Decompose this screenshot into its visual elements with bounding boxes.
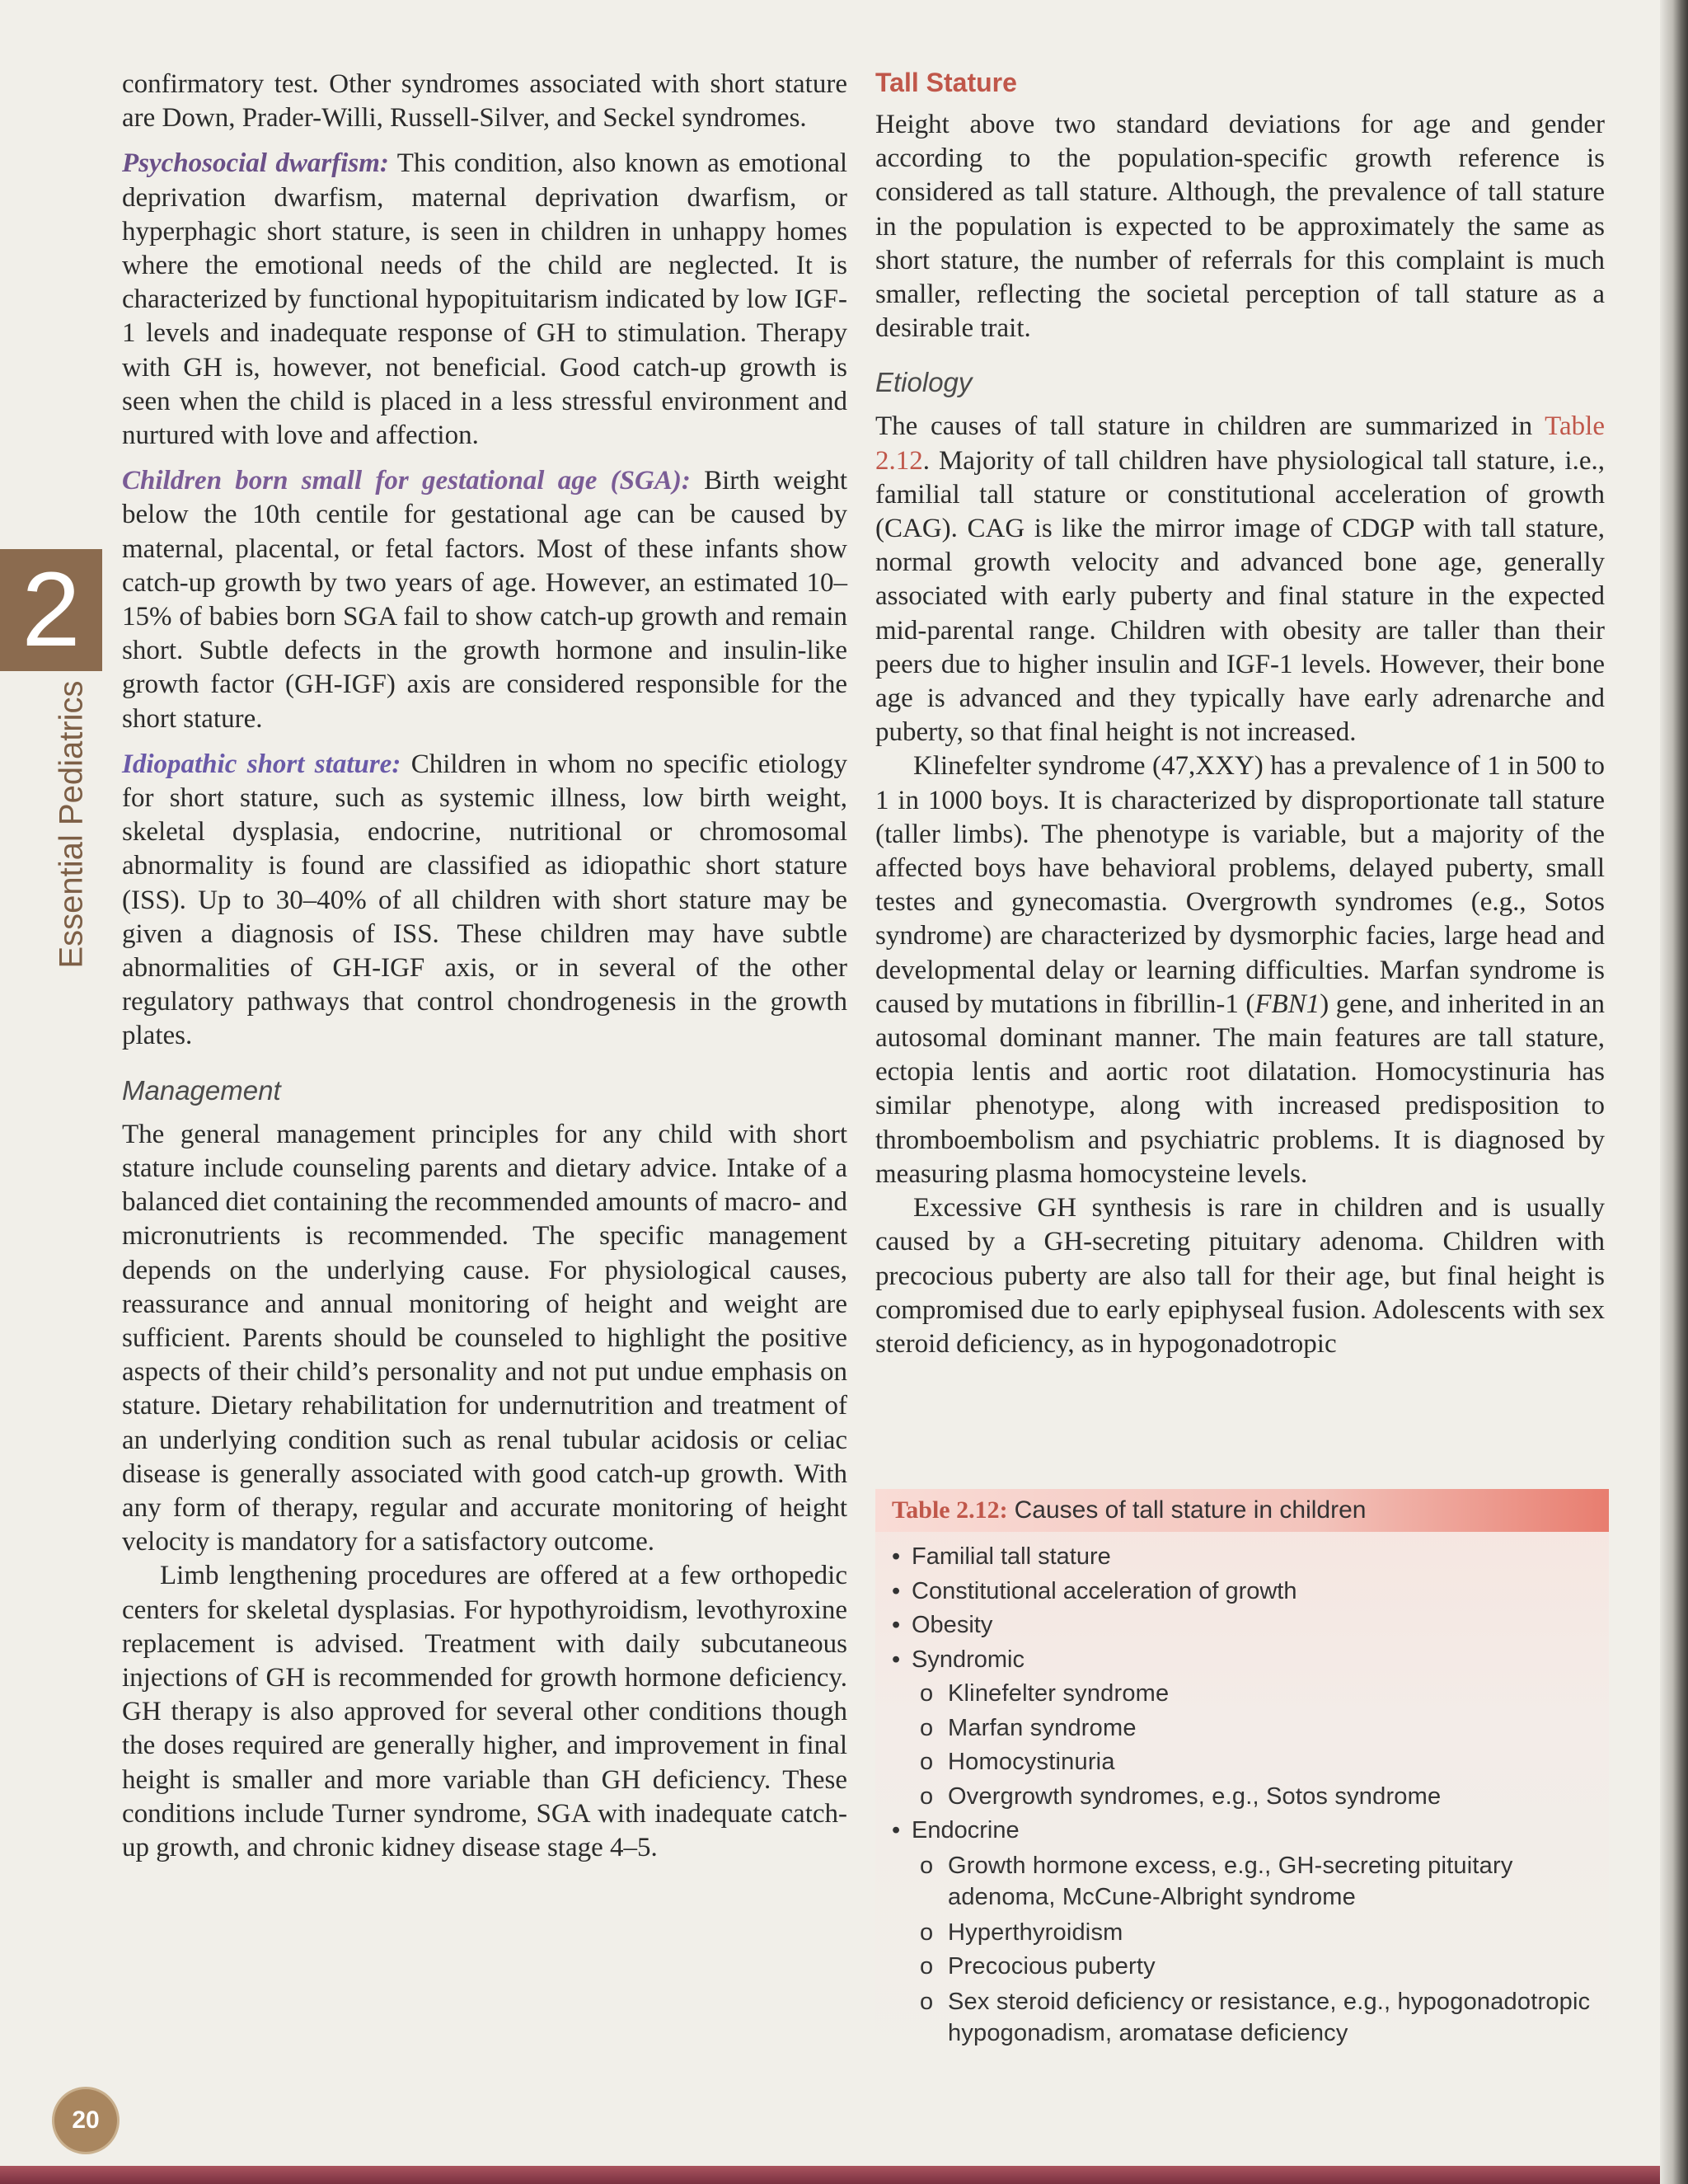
heading-etiology: Etiology [875,367,973,398]
paragraph-management-specific: Limb lengthening procedures are offered at a few orthopedic centers for skeletal dysplasias. For hypothyroidism, levothyroxine replacement is advised. Treatment with daily subcutaneous injections of GH is recommended for growth hormone deficiency. GH therapy is also approved for several other conditions though the doses required are generally higher, and improvement in final height is smaller and more variable than GH deficiency. These conditions include Turner syndrome, SGA with inadequate catch-up growth, and chronic kidney disease stage 4–5. [122,1561,847,1862]
list-item: • Constitutional acceleration of growth [892,1575,1609,1609]
term-sga: Children born small for gestational age (SGA): [122,466,691,496]
text-idiopathic-short-stature: Children in whom no specific etiology for short stature, such as systemic illness, low birth weight, skeletal dysplasia, endocrine, nutritional or chromosomal abnormality is found are classified as idiopathic short stature (ISS). Up to 30–40% of all children with short stature may be given a diagnosis of ISS. These children may have subtle abnormalities of GH-IGF axis, or in several of the other regulatory pathways that control chondrogenesis in the growth plates. [122,749,847,1051]
term-idiopathic-short-stature: Idiopathic short stature: [122,749,401,779]
list-subitem: o Homocystinuria [892,1745,1609,1780]
text-sga: Birth weight below the 10th centile for gestational age can be caused by maternal, placental, or fetal factors. Most of these infants show catch-up growth by two years of age. However, an estimated 10–15% of babies born SGA fail to show catch-up growth and remain short. Subtle defects in the growth hormone and insulin-like growth factor (GH-IGF) axis are considered responsible for the short stature. [122,466,848,734]
list-item: • Obesity [892,1609,1609,1643]
list-subitem: o Overgrowth syndromes, e.g., Sotos syndrome [892,1780,1609,1815]
table-2-12-box [875,1489,1609,2068]
term-psychosocial-dwarfism: Psychosocial dwarfism: [122,148,389,179]
text-etiology-rest: . Majority of tall children have physiological tall stature, i.e., familial tall stature or constitutional acceleration of growth (CAG). CAG is like the mirror image of CDGP with tall stature, normal growth velocity and advanced bone age, generally associated with early puberty and final stature in the expected mid-parental range. Children with obesity are taller than their peers due to higher insulin and IGF-1 levels. However, their bone age is advanced and they typically have early adrenarche and puberty, so that final height is not increased. [875,445,1605,748]
list-subitem: o Hyperthyroidism [892,1916,1609,1951]
text-klinefelter-start: Klinefelter syndrome (47,XXY) has a prevalence of 1 in 500 to 1 in 1000 boys. It is characterized by disproportionate tall stature (taller limbs). The phenotype is variable, but a majority of the affected boys have behavioral problems, delayed puberty, small testes and gynecomastia. Overgrowth syndromes (e.g., Sotos syndrome) are characterized by dysmorphic facies, large head and developmental delay or learning difficulties. Marfan syndrome is caused by mutations in fibrillin-1 ( [875,751,1605,1019]
left-column [122,68,847,1865]
right-column [875,68,1605,1361]
paragraph-idiopathic-short-stature [122,748,847,1054]
paragraph-excess-gh: Excessive GH synthesis is rare in children and is usually caused by a GH-secreting pituitary adenoma. Children with precocious puberty are also tall for their age, but final height is compromised due to early epiphyseal fusion. Adolescents with sex steroid deficiency, as in hypogonadotropic [875,1193,1605,1359]
paragraph-tall-stature-definition: Height above two standard deviations for age and gender according to the population-specific growth reference is considered as tall stature. Although, the prevalence of tall stature in the population is expected to be approximately the same as short stature, the number of referrals for this complaint is much smaller, reflecting the societal perception of tall stature as a desirable trait. [875,110,1605,344]
text-klinefelter-rest: ) gene, and inherited in an autosomal dominant manner. The main features are tall stature, ectopia lentis and aortic root dilatation. Homocystinuria has similar phenotype, along with increased predisposition to thromboembolism and psychiatric problems. It is diagnosed by measuring plasma homocysteine levels. [875,989,1605,1189]
list-subitem: o Growth hormone excess, e.g., GH-secreting pituitary adenoma, McCune-Albright syndrome [892,1848,1609,1916]
paragraph-psychosocial-dwarfism [122,147,847,453]
text-psychosocial-dwarfism: This condition, also known as emotional deprivation dwarfism, maternal deprivation dwarfism, or hyperphagic short stature, is seen in children in unhappy homes where the emotional needs of the child are neglected. It is characterized by functional hypopituitarism indicated by low IGF-1 levels and inadequate response of GH to stimulation. Therapy with GH is, however, not beneficial. Good catch-up growth is seen when the child is placed in a less stressful environment and nurtured with love and affection. [122,148,848,451]
list-item: • Endocrine [892,1814,1609,1848]
paragraph-sga [122,464,847,736]
bottom-color-band [0,2166,1660,2184]
page-edge-shadow [1660,0,1688,2184]
paragraph-other-syndromes: confirmatory test. Other syndromes associated with short stature are Down, Prader-Willi, Russell-Silver, and Seckel syndromes. [122,69,847,134]
list-item: • Syndromic [892,1643,1609,1678]
heading-management: Management [122,1074,281,1106]
list-subitem: o Marfan syndrome [892,1712,1609,1746]
book-title-vertical: Essential Pediatrics [53,680,90,969]
table-list [875,1532,1609,2052]
text-etiology-start: The causes of tall stature in children are summarized in [875,411,1545,442]
chapter-number-tab: 2 [0,549,102,671]
paragraph-management-general: The general management principles for any child with short stature include counseling parents and dietary advice. Intake of a balanced diet containing the recommended amounts of macro- and micronutrients is recommended. The specific management depends on the underlying cause. For physiological causes, reassurance and annual monitoring of height and weight are sufficient. Parents should be counseled to highlight the positive aspects of their child’s personality and not put undue emphasis on stature. Dietary rehabilitation for undernutrition and treatment of an underlying condition such as renal tubular acidosis or celiac disease is generally associated with good catch-up growth. With any form of therapy, regular and accurate monitoring of height velocity is mandatory for a satisfactory outcome. [122,1119,847,1557]
list-subitem: o Precocious puberty [892,1950,1609,1984]
table-reference-link: Table 2.12 [875,411,1605,476]
table-title: Causes of tall stature in children [1014,1496,1367,1524]
table-title-bar [875,1489,1609,1532]
list-subitem: o Sex steroid deficiency or resistance, e.g., hypogonadotropic hypogonadism, aromatase deficiency [892,1984,1609,2052]
page-number: 20 [54,2089,117,2152]
gene-name-fbn1: FBN1 [1254,989,1320,1019]
list-item: • Familial tall stature [892,1540,1609,1575]
paragraph-klinefelter [875,749,1605,1191]
paragraph-etiology [875,410,1605,749]
list-subitem: o Klinefelter syndrome [892,1677,1609,1712]
table-label: Table 2.12: [892,1496,1008,1524]
heading-tall-stature: Tall Stature [875,68,1017,97]
